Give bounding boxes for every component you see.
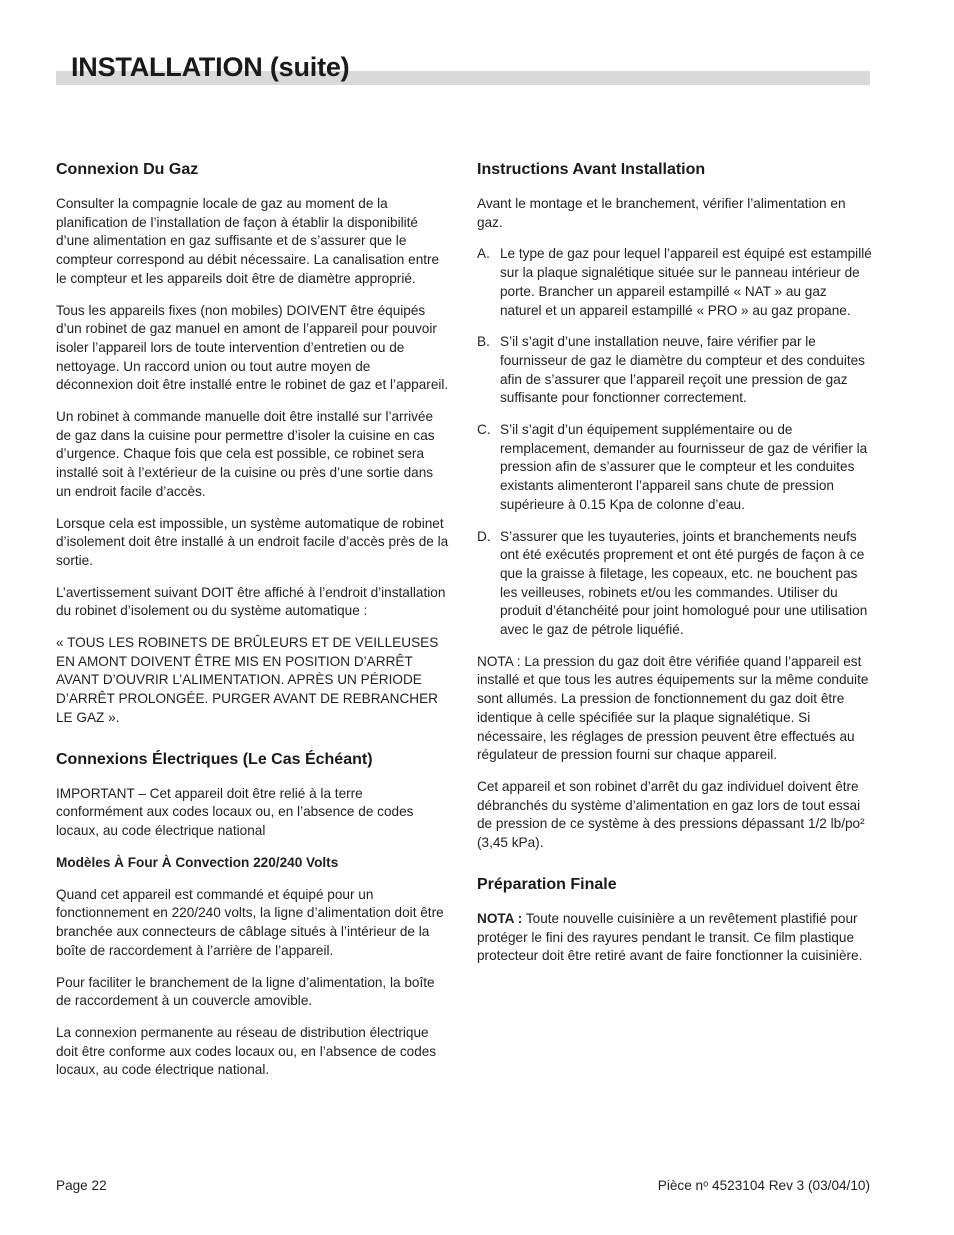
list-item	[477, 333, 872, 408]
list-item	[477, 421, 872, 515]
electrical-paragraph: La connexion permanente au réseau de distribution électrique doit être conforme aux codes locaux ou, en l’absence de codes locaux, au code électrique national.	[56, 1024, 437, 1078]
right-column	[477, 160, 872, 979]
note-text: Toute nouvelle cuisinière a un revêtement plastifié pour protéger le fini des rayures pendant le transit. Ce film plastique protecteur doit être retiré avant de faire fonctionner la cuisinière.	[477, 910, 863, 964]
gas-warning-text: « TOUS LES ROBINETS DE BRÛLEURS ET DE VEILLEUSES EN AMONT DOIVENT ÊTRE MIS EN POSITION D’ARRÊT AVANT D’OUVRIR L’ALIMENTATION. APRÈS UN PÉRIODE D’ARRÊT PROLONGÉE. PURGER AVANT DE REBRANCHER LE GAZ ».	[56, 635, 439, 725]
electrical-paragraph: Quand cet appareil est commandé et équipé pour un fonctionnement en 220/240 volts, la ligne d’alimentation doit être branchée aux connecteurs de câblage situés à l’intérieur de la boîte de raccordement à l’arrière de l’appareil.	[56, 886, 444, 958]
final-preparation-note	[477, 910, 872, 966]
shutoff-paragraph: Cet appareil et son robinet d’arrêt du gaz individuel doivent être débranchés du système d’alimentation en gaz lors de tout essai de pression de ce système à des pressions dépassant 1/2 lb/po² (3,45 kPa).	[477, 778, 865, 851]
electrical-connections-heading: Connexions Électriques (Le Cas Échéant)	[56, 750, 373, 768]
gas-paragraph: Consulter la compagnie locale de gaz au moment de la planification de l’installation de façon à établir la disponibilité d’une alimentation en gaz suffisante et de s’assurer que le compteur correspond au débit nécessaire. La canalisation entre le compteur et les appareils doit être de diamètre approprié.	[56, 196, 440, 286]
gas-paragraph: Un robinet à commande manuelle doit être installé sur l’arrivée de gaz dans la cuisine pour permettre d’isoler la cuisine en cas d’urgence. Chaque fois que cela est possible, ce robinet sera installé soit à l’extérieur de la cuisine ou près d’une sortie dans un endroit facile d’accès.	[56, 409, 435, 499]
list-item	[477, 528, 872, 640]
note-label: NOTA :	[477, 910, 523, 926]
list-item-letter: B.	[477, 334, 490, 350]
electrical-intro: IMPORTANT – Cet appareil doit être relié à la terre conformément aux codes locaux ou, en l’absence de codes locaux, au code électrique national	[56, 785, 414, 838]
convection-models-subheading: Modèles À Four À Convection 220/240 Volts	[56, 854, 339, 870]
gas-connection-heading: Connexion Du Gaz	[56, 161, 199, 178]
pressure-note: NOTA : La pression du gaz doit être vérifiée quand l’appareil est installé et que tous les autres équipements sur la même conduite sont allumés. La pression de fonctionnement du gaz doit être identique à celle spécifiée sur la plaque signalétique. Si nécessaire, les réglages de pression peuvent être effectués au régulateur de pression fourni sur chaque appareil.	[477, 653, 869, 763]
final-preparation-heading: Préparation Finale	[477, 875, 617, 893]
list-item-text: S’il s’agit d’une installation neuve, faire vérifier par le fournisseur de gaz le diamètre du compteur et des conduites afin de s’assurer que l’appareil reçoit une pression de gaz suffisante pour fonctionner correctement.	[500, 334, 865, 406]
list-item-text: S’assurer que les tuyauteries, joints et branchements neufs ont été exécutés proprement et ont été purgés de façon à ce que la graisse à filetage, les copeaux, etc. ne bouchent pas les veilleuses, robinets et/ou les commandes. Utiliser du produit d’étanchéité pour joint homologué pour une utilisation avec le gaz de pétrole liquéfié.	[500, 528, 868, 638]
electrical-paragraph: Pour faciliter le branchement de la ligne d’alimentation, la boîte de raccordement à un couvercle amovible.	[56, 974, 435, 1009]
gas-paragraph: Tous les appareils fixes (non mobiles) DOIVENT être équipés d’un robinet de gaz manuel en amont de l’appareil pour pouvoir isoler l’appareil lors de toute intervention d’entretien ou de nettoyage. Un raccord union ou tout autre moyen de déconnexion doit être installé entre le robinet de gaz et l’appareil.	[56, 302, 449, 393]
list-item-text: Le type de gaz pour lequel l’appareil est équipé est estampillé sur la plaque signalétique située sur le panneau intérieur de porte. Brancher un appareil estampillé « NAT » au gaz naturel et un appareil estampillé « PRO » au gaz propane.	[500, 246, 872, 318]
list-item-letter: D.	[477, 528, 491, 544]
pre-installation-list	[477, 245, 872, 639]
pre-installation-heading: Instructions Avant Installation	[477, 161, 706, 178]
page-title: INSTALLATION (suite)	[71, 52, 350, 82]
gas-paragraph: Lorsque cela est impossible, un système automatique de robinet d’isolement doit être installé à un endroit facile d’accès près de la sortie.	[56, 515, 449, 568]
left-column	[56, 160, 451, 1093]
gas-paragraph: L’avertissement suivant DOIT être affiché à l’endroit d’installation du robinet d’isolement ou du système automatique :	[56, 584, 446, 619]
list-item-letter: C.	[477, 422, 491, 438]
page-number: Page 22	[56, 1178, 107, 1193]
part-number: Pièce nᵒ 4523104 Rev 3 (03/04/10)	[657, 1178, 870, 1193]
list-item	[477, 245, 872, 320]
list-item-letter: A.	[477, 246, 490, 262]
list-item-text: S’il s’agit d’un équipement supplémentaire ou de remplacement, demander au fournisseur de gaz de vérifier la pression afin de s’assurer que le compteur et les conduites existants alimenteront l’appareil sans chute de pression supérieure à 0.15 Kpa de colonne d’eau.	[500, 422, 868, 512]
pre-installation-intro: Avant le montage et le branchement, vérifier l’alimentation en gaz.	[477, 196, 846, 230]
